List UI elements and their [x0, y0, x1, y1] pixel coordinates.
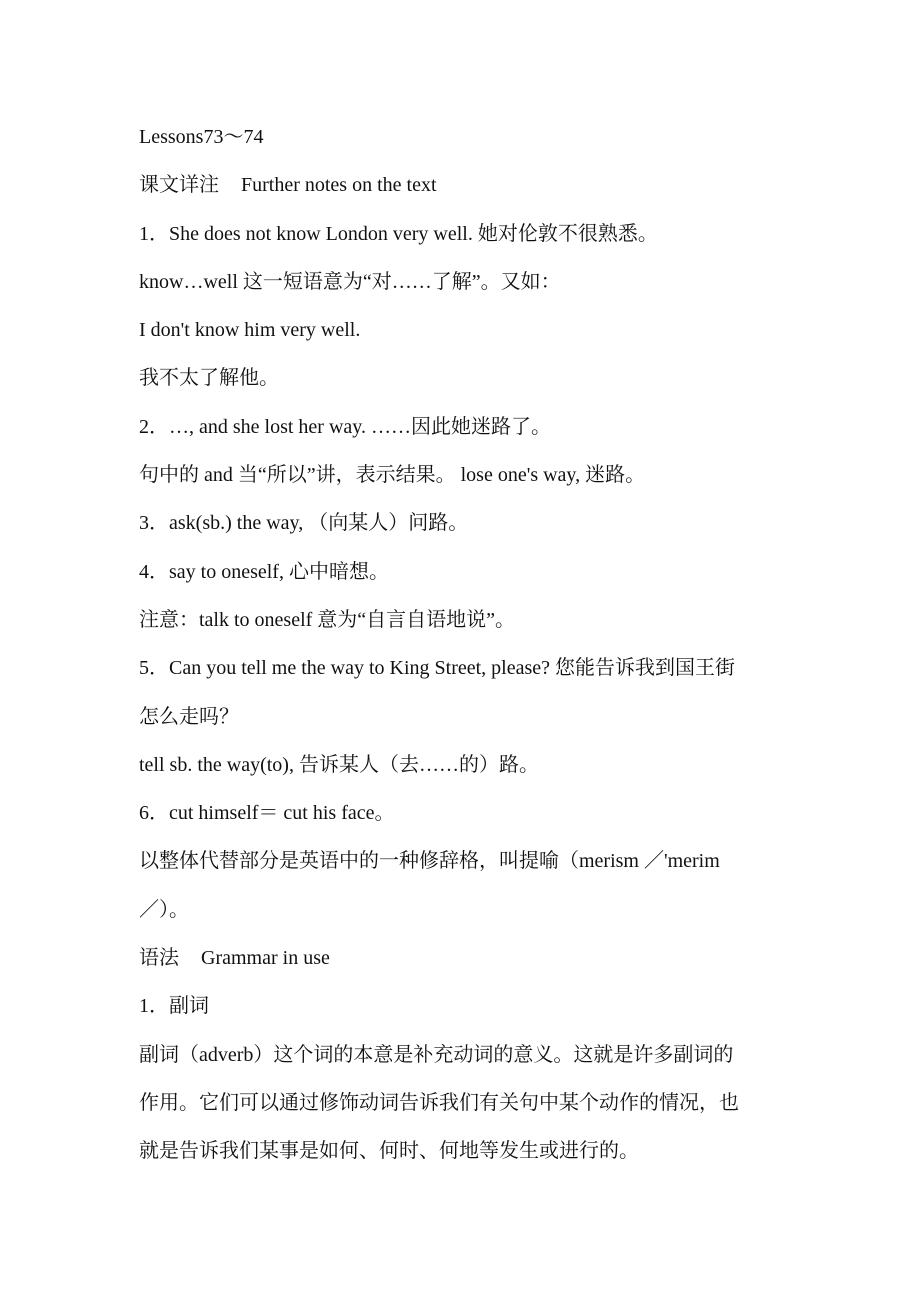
note-line: tell sb. the way(to), 告诉某人（去……的）路。: [139, 753, 539, 776]
note-line: 以整体代替部分是英语中的一种修辞格，叫提喻（merism ／'merim: [139, 850, 720, 873]
note-line: 5．Can you tell me the way to King Street, please? 您能告诉我到国王街: [139, 657, 736, 680]
note-line: know…well 这一短语意为“对……了解”。又如：: [139, 270, 561, 293]
note-line: 1．She does not know London very well. 她对伦敦不很熟悉。: [139, 222, 658, 245]
note-line: 4．say to oneself, 心中暗想。: [139, 560, 389, 583]
section-heading-en: Further notes on the text: [241, 174, 437, 197]
section-heading-notes: [139, 161, 799, 209]
note-line: ／）。: [139, 898, 189, 921]
grammar-line: 副词（adverb）这个词的本意是补充动词的意义。这就是许多副词的: [139, 1043, 734, 1066]
note-line: 6．cut himself＝ cut his face。: [139, 802, 395, 825]
lesson-title: Lessons73～74: [139, 126, 264, 148]
section-heading-cn: 课文详注: [139, 174, 219, 197]
section-heading-cn: 语法: [139, 947, 179, 970]
note-line: 注意：talk to oneself 意为“自言自语地说”。: [139, 608, 516, 631]
note-line: 3．ask(sb.) the way, （向某人）问路。: [139, 512, 469, 535]
note-line: 句中的 and 当“所以”讲，表示结果。 lose one's way, 迷路。: [139, 464, 646, 487]
note-line: 2．…, and she lost her way. ……因此她迷路了。: [139, 415, 551, 438]
section-heading-grammar: [139, 934, 799, 982]
section-heading-en: Grammar in use: [201, 947, 330, 970]
note-line: 我不太了解他。: [139, 367, 279, 390]
grammar-line: 作用。它们可以通过修饰动词告诉我们有关句中某个动作的情况，也: [139, 1091, 739, 1114]
grammar-line: 1．副词: [139, 995, 209, 1018]
note-line: I don't know him very well.: [139, 319, 361, 342]
document-page: [139, 113, 799, 1176]
grammar-line: 就是告诉我们某事是如何、何时、何地等发生或进行的。: [139, 1140, 639, 1163]
note-line: 怎么走吗？: [139, 705, 239, 728]
